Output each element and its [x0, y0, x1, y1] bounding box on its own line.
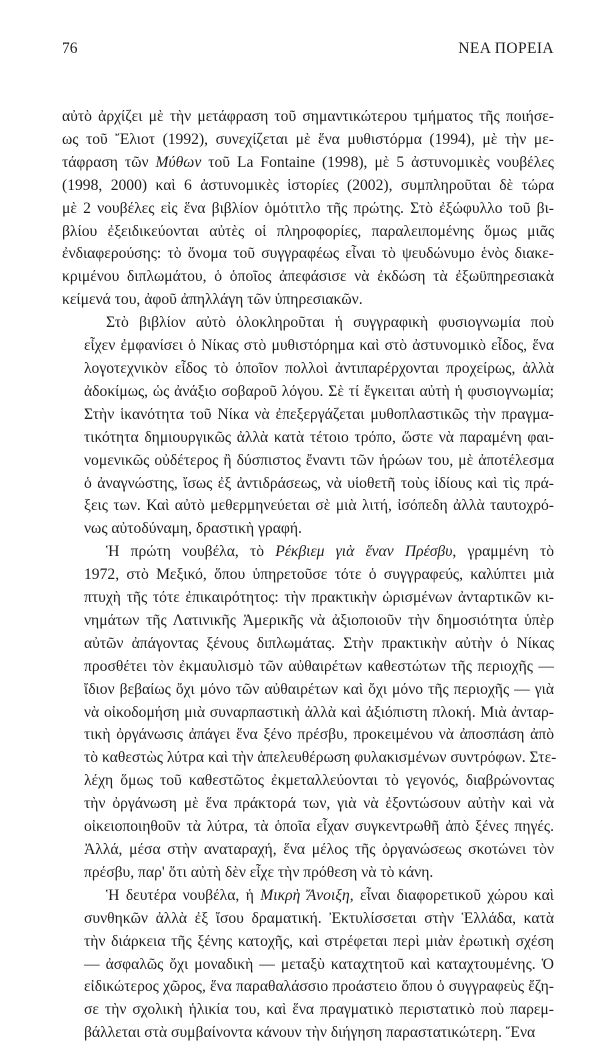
text-line: νομενικῶς οὐδέτερος ἢ δύσπιστος ἔναντι τῶν ἡρώων του, μὲ ἀποτέλεσμα — [84, 451, 554, 469]
text-line: σε τὴν σχολικὴ ἡλικία του, καὶ ἕνα πραγματικὸ περιστατικὸ ποὺ παρεμ- — [84, 1001, 554, 1019]
paragraph — [62, 106, 554, 312]
text-line: πτυχὴ τῆς τότε ἐπικαιρότητος: τὴν πρακτικὴν ὡρισμένων ἀνταρτικῶν κι- — [84, 589, 554, 607]
text-line: τὴν διάρκεια τῆς ξένης κατοχῆς, καὶ στρέφεται περὶ μιὰν ἐρωτικὴ σχέση — [84, 932, 554, 950]
text-line: βλίου ἐξειδικεύονται αὐτὲς οἱ πληροφορίες, παραλειπομένης ὅμως μιᾶς — [62, 222, 554, 240]
paragraph — [62, 541, 557, 885]
book-title: Μικρὴ Ἄνοιξη — [260, 886, 350, 904]
page-number: 76 — [62, 40, 78, 57]
text-line: — ἀσφαλῶς ὄχι μοναδικὴ — μεταξὺ καταχτητοῦ καὶ καταχτουμένης. Ὁ — [84, 955, 554, 973]
text-line: αὐτῶν ἀπάγοντας ξένους διπλωμάτας. Στὴν πρακτικὴν αὐτὴν ὁ Νίκας — [84, 634, 554, 652]
text-line: ἐνδιαφερούσης: τὸ ὄνομα τοῦ συγγραφέως εἶναι τὸ ψευδώνυμο ἑνὸς διακε- — [62, 245, 554, 263]
text-line: ἀδοκίμως, ὡς ἀνάξιο σοβαροῦ λόγου. Σὲ τί ἔγκειται αὐτὴ ἡ φυσιογνωμία; — [84, 382, 554, 400]
text-line: τικότητα δημιουργικῶς ἀλλὰ κατὰ τέτοιο τρόπο, ὥστε νὰ παραμένη φαι- — [84, 428, 554, 446]
text-line: νὰ οἰκοδομήση μιὰ συναρπαστικὴ ἀλλὰ καὶ ἀξιόπιστη πλοκή. Μιὰ ἀνταρ- — [84, 703, 554, 721]
text-line: Ἀλλά, μέσα στὴν αναταραχή, ἕνα μέλος τῆς ὀργανώσεως σκοτώνει τὸν — [84, 841, 554, 858]
text-line: Στὴν ἱκανότητα τοῦ Νίκα νὰ ἐπεξεργάζεται μυθοπλαστικῶς τὴν πραγμα- — [84, 405, 554, 423]
text-line: βάλλεται στὰ συμβαίνοντα κάνουν τὴν διήγηση παραστατικώτερη. Ἕνα — [84, 1024, 536, 1042]
text-line: αὐτὸ ἀρχίζει μὲ τὴν μετάφραση τοῦ σημαντικώτερου τμήματος τῆς ποιήσε- — [62, 108, 554, 125]
paragraph — [62, 885, 554, 1045]
text-line: εἰδικώτερος χῶρος, ἕνα παραθαλάσσιο προάστειο ὅπου ὁ συγγραφεὺς ἔζη- — [84, 978, 554, 996]
text-line: τὴν ὀργάνωση μὲ ἕνα πράκτορά των, γιὰ νὰ ἐξοντώσουν αὐτὴν καὶ νὰ — [84, 795, 554, 813]
text-line: (1998, 2000) καὶ 6 ἀστυνομικὲς ἱστορίες (2002), συμπληροῦται δὲ τώρα — [62, 176, 554, 194]
text-line: τικὴ ὀργάνωσις ἀπάγει ἕνα ξένο πρέσβυ, προκειμένου νὰ ἀποσπάση ἀπὸ — [84, 726, 554, 744]
body-text — [62, 106, 557, 1045]
text-line: Ἡ δευτέρα νουβέλα, ἡ Μικρὴ Ἄνοιξη, εἶναι διαφορετικοῦ χώρου καὶ — [106, 886, 554, 904]
book-title: Μύθων — [155, 153, 202, 171]
text-line: λέχη ὅμως τοῦ καθεστῶτος ἐκμεταλλεύονται τὸ γεγονός, διαβρώνοντας — [84, 772, 554, 790]
text-line: νημάτων τῆς Λατινικῆς Ἀμερικῆς νὰ ἀξιοποιοῦν τὴν δημοσιότητα ὑπὲρ — [84, 611, 554, 629]
text-line: ως τοῦ Ἔλιοτ (1992), συνεχίζεται μὲ ἕνα μυθιστόρμα (1994), μὲ τὴν με- — [62, 130, 554, 148]
text-line: 1972, στὸ Μεξικό, ὅπου ὑπηρετοῦσε τότε ὁ συγγραφεύς, καλύπτει μιὰ — [84, 566, 554, 584]
book-title: Ρέκβιεμ γιὰ ἕναν Πρέσβυ — [275, 543, 453, 561]
paragraph — [62, 312, 554, 541]
text-line: οἰκειοποιηθοῦν τὰ λύτρα, τὰ ὁποῖα εἶχαν συγκεντρωθῆ ἀπὸ ξένες πηγές. — [84, 818, 554, 836]
text-line: ἴδιον βεβαίως ὄχι μόνο τῶν αὐθαιρέτων καὶ ὄχι μόνο τῆς περιοχῆς — γιὰ — [84, 680, 554, 698]
text-line: νως αὐτοδύναμη, δραστικὴ γραφή. — [84, 520, 302, 538]
text-line: συνθηκῶν ἀλλὰ ἐξ ἴσου δραματική. Ἐκτυλίσσεται στὴν Ἑλλάδα, κατὰ — [84, 909, 554, 927]
text-line: μὲ 2 νουβέλες εἰς ἕνα βιβλίον ὁμότιτλο τῆς πρώτης. Στὸ ἐξώφυλλο τοῦ βι- — [62, 199, 554, 217]
journal-title: ΝΕΑ ΠΟΡΕΙΑ — [458, 40, 554, 57]
text-line: προσθέτει τὸν ἐκμαυλισμὸ τῶν αὐθαιρέτων καθεστώτων τῆς περιοχῆς — — [84, 657, 554, 675]
text-line: τάφραση τῶν Μύθων τοῦ La Fontaine (1998), μὲ 5 ἀστυνομικὲς νουβέλες — [62, 153, 554, 171]
text-line: ξεις των. Καὶ αὐτὸ μεθερμηνεύεται σὲ μιὰ λιτή, ἰσόπεδη ἀλλὰ ταυτοχρό- — [84, 497, 554, 515]
text-line: Στὸ βιβλίον αὐτὸ ὁλοκληροῦται ἡ συγγραφικὴ φυσιογνωμία ποὺ — [106, 314, 554, 332]
text-line: τὸ καθεστὼς λύτρα καὶ τὴν ἀπελευθέρωση φυλακισμένων συντρόφων. Στε- — [84, 749, 557, 767]
text-line: λογοτεχνικὸν εἶδος τὸ ὁποῖον πολλοὶ ἀντιπαρέρχονται προχείρως, ἀλλὰ — [84, 359, 554, 377]
running-head — [62, 40, 554, 62]
text-line: κείμενά του, ἀφοῦ ἀπηλλάγη τῶν ὑπηρεσιακῶν. — [62, 291, 363, 309]
text-line: Ἡ πρώτη νουβέλα, τὸ Ρέκβιεμ γιὰ ἕναν Πρέσβυ, γραμμένη τὸ — [106, 543, 555, 561]
text-line: κριμένου διπλωμάτου, ὁ ὁποῖος ἀπεφάσισε νὰ ἐκδώση τὰ ἐξωϋπηρεσιακὰ — [62, 268, 554, 286]
text-line: εἶχεν ἐμφανίσει ὁ Νίκας στὸ μυθιστόρημα καὶ στὸ ἀστυνομικὸ εἶδος, ἕνα — [84, 337, 554, 355]
text-line: πρέσβυ, παρ' ὅτι αὐτὴ δὲν εἶχε τὴν πρόθεση νὰ τὸ κάνη. — [84, 863, 434, 881]
text-line: ὁ ἀναγνώστης, ἴσως ἐξ ἀντιδράσεως, νὰ υἱοθετῆ τοὺς ἰδίους καὶ τὶς πρά- — [84, 474, 554, 492]
